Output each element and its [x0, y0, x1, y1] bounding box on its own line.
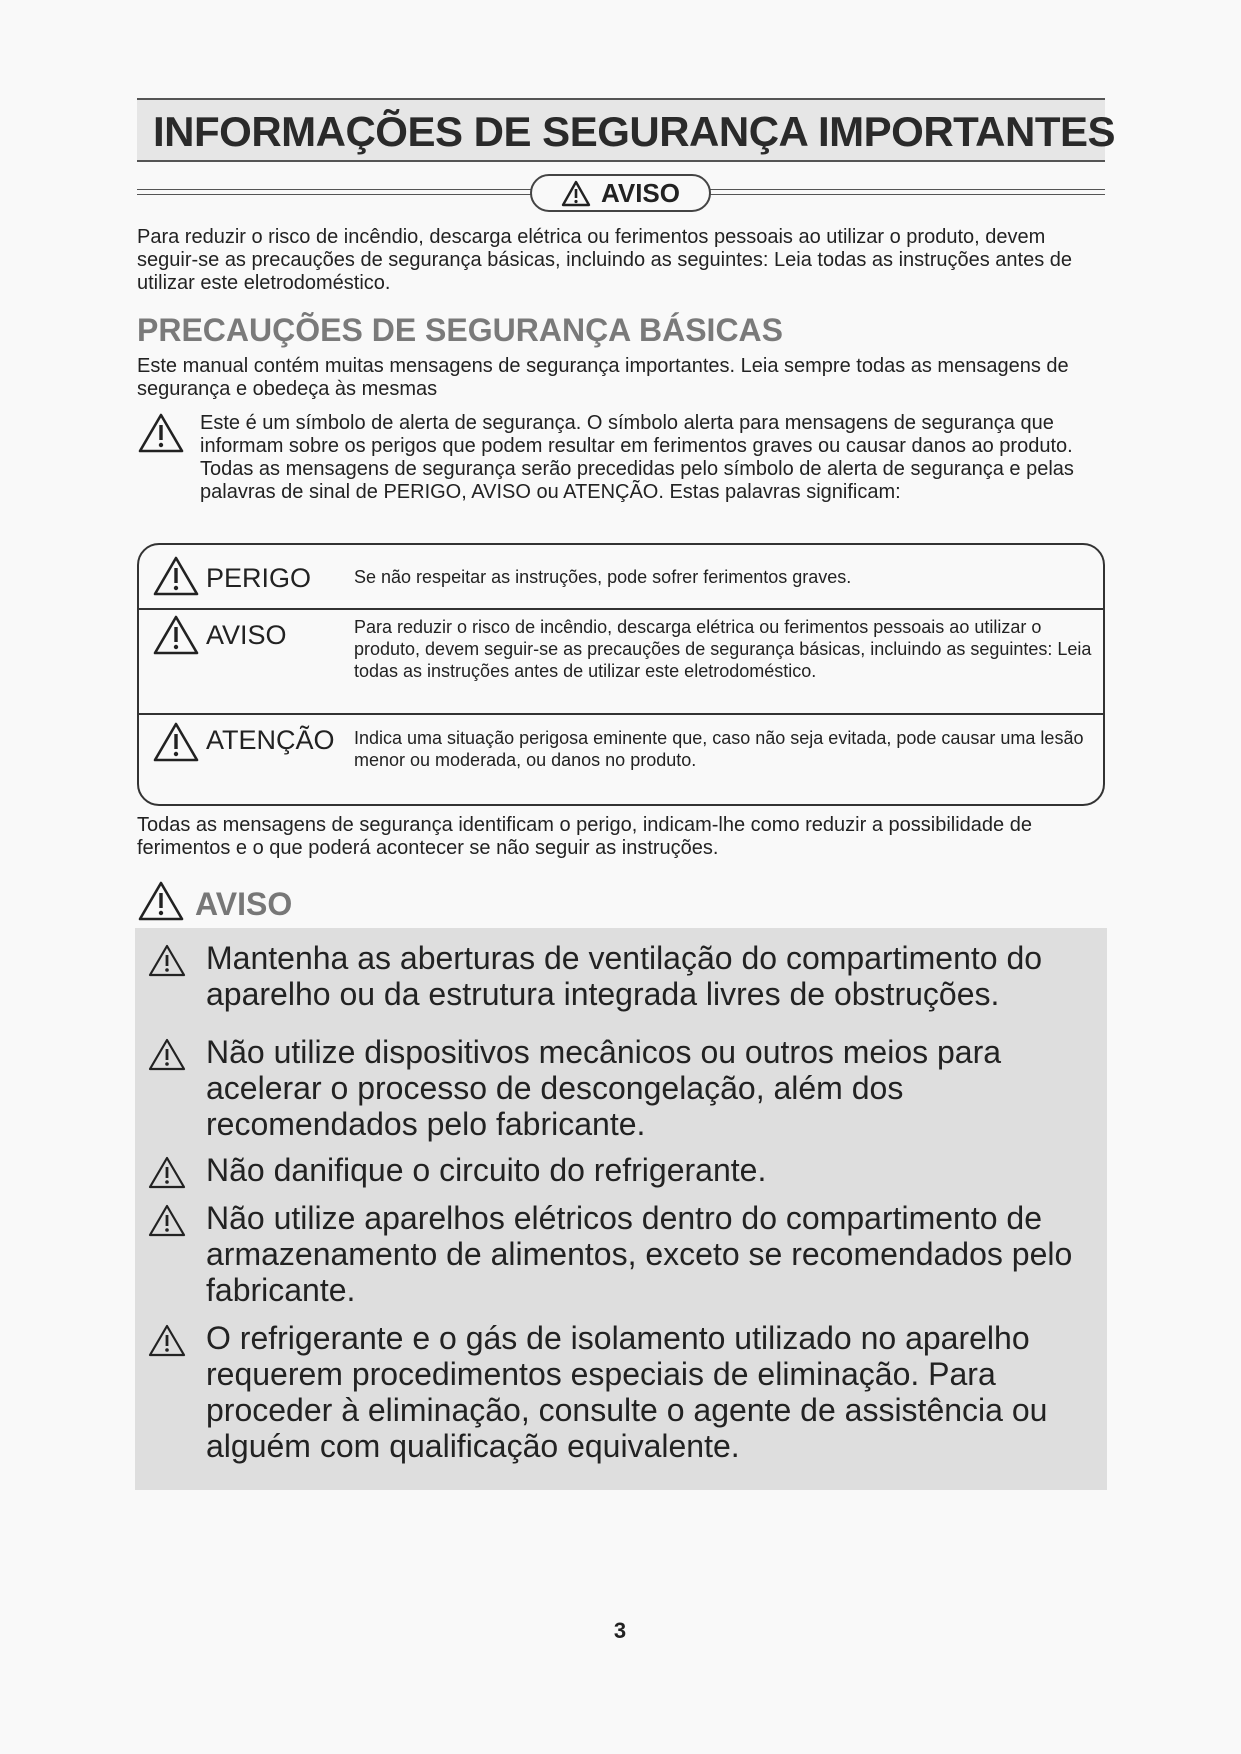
aviso-badge — [530, 174, 711, 212]
warning-item-text: Não utilize dispositivos mecânicos ou outros meios para acelerar o processo de descongelação, além dos recomendados pelo fabricante. — [206, 1034, 1002, 1142]
all-messages-paragraph: Todas as mensagens de segurança identificam o perigo, indicam-lhe como reduzir a possibilidade de ferimentos e o que poderá acontecer se não seguir as instruções. — [137, 814, 1032, 859]
warning-section-label: AVISO — [195, 886, 293, 922]
signal-description: Indica uma situação perigosa eminente que, caso não seja evitada, pode causar uma lesão menor ou moderada, ou danos no produto. — [354, 728, 1084, 770]
aviso-badge-label: AVISO — [601, 177, 680, 208]
signal-row-atencao — [139, 715, 1103, 805]
signal-description: Para reduzir o risco de incêndio, descarga elétrica ou ferimentos pessoais ao utilizar o produto, devem seguir-se as precauções de segurança básicas, incluindo as seguintes: Leia todas as instruções antes de utilizar este eletrodoméstico. — [354, 617, 1092, 681]
section-heading: PRECAUÇÕES DE SEGURANÇA BÁSICAS — [137, 312, 783, 348]
signal-word: AVISO — [206, 620, 287, 650]
divider-line-right — [709, 189, 1105, 195]
warning-item-text: Mantenha as aberturas de ventilação do compartimento do aparelho ou da estrutura integrada livres de obstruções. — [206, 940, 1043, 1012]
warning-item-text: Não utilize aparelhos elétricos dentro do compartimento de armazenamento de alimentos, exceto se recomendados pelo fabricante. — [206, 1200, 1073, 1308]
page-title: INFORMAÇÕES DE SEGURANÇA IMPORTANTES — [153, 108, 1116, 155]
signal-description: Se não respeitar as instruções, pode sofrer ferimentos graves. — [354, 567, 852, 587]
intro-paragraph: Para reduzir o risco de incêndio, descarga elétrica ou ferimentos pessoais ao utilizar o produto, devem seguir-se as precauções de segurança básicas, incluindo as seguintes: Leia todas as instruções antes de utilizar este eletrodoméstico. — [137, 226, 1073, 294]
signal-words-table — [137, 543, 1105, 806]
aviso-divider — [137, 174, 1105, 214]
warning-item-text: Não danifique o circuito do refrigerante. — [206, 1152, 767, 1188]
warning-triangle-icon — [152, 721, 200, 763]
warning-triangle-icon — [561, 180, 591, 207]
signal-word: PERIGO — [206, 563, 312, 593]
warning-triangle-icon — [137, 880, 185, 922]
warning-triangle-icon — [152, 614, 200, 656]
signal-word: ATENÇÃO — [206, 725, 335, 755]
warning-triangle-icon — [148, 1156, 186, 1190]
title-bar — [137, 98, 1116, 162]
alert-symbol-text: Este é um símbolo de alerta de segurança. O símbolo alerta para mensagens de segurança que informam sobre os perigos que podem resultar em ferimentos graves ou causar danos ao produto. Todas as mensagens de segurança serão precedidas pelo símbolo de alerta de segurança e pelas palavras de sinal de PERIGO, AVISO ou ATENÇÃO. Estas palavras significam: — [200, 412, 1074, 503]
warning-triangle-icon — [152, 555, 200, 597]
divider-line-left — [137, 189, 532, 195]
warning-triangle-icon — [148, 1204, 186, 1238]
signal-row-perigo — [139, 545, 1103, 610]
warning-triangle-icon — [148, 1324, 186, 1358]
warning-triangle-icon — [148, 1038, 186, 1072]
page-number: 3 — [613, 1618, 627, 1643]
signal-row-aviso — [139, 608, 1103, 715]
warning-triangle-icon — [137, 412, 185, 454]
warning-panel — [135, 928, 1107, 1490]
warning-triangle-icon — [148, 944, 186, 978]
warning-item-text: O refrigerante e o gás de isolamento utilizado no aparelho requerem procedimentos especiais de eliminação. Para proceder à eliminação, consulte o agente de assistência ou alguém com qualificação equivalente. — [206, 1320, 1048, 1464]
manual-paragraph: Este manual contém muitas mensagens de segurança importantes. Leia sempre todas as mensagens de segurança e obedeça às mesmas — [137, 355, 1069, 400]
